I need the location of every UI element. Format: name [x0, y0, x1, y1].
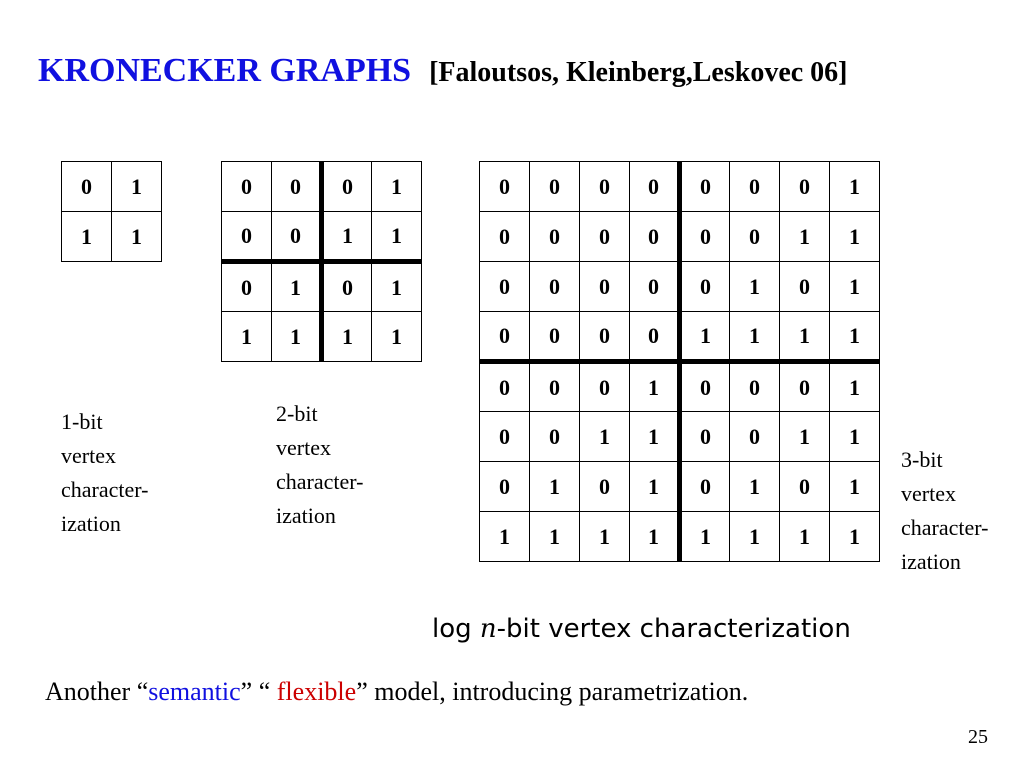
matrix-cell: 0: [730, 362, 780, 412]
title-main: KRONECKER GRAPHS: [38, 52, 412, 89]
matrix-cell: 0: [580, 212, 630, 262]
caption-1bit-line: character-: [61, 477, 149, 502]
matrix-cell: 1: [580, 412, 630, 462]
keyword-semantic: semantic: [148, 677, 241, 706]
footer-mid: ” “: [240, 677, 277, 706]
matrix-cell: 1: [580, 512, 630, 562]
matrix-cell: 1: [730, 262, 780, 312]
log-n-characterization: [432, 614, 851, 644]
matrix-cell: 1: [272, 312, 322, 362]
matrix-cell: 1: [630, 362, 680, 412]
matrix-row: [222, 312, 422, 362]
matrix-row: [480, 312, 880, 362]
matrix-cell: 0: [680, 362, 730, 412]
matrix-cell: 1: [372, 162, 422, 212]
matrix-cell: 0: [272, 162, 322, 212]
matrix-cell: 0: [222, 162, 272, 212]
caption-3bit-line: ization: [901, 549, 961, 574]
matrix-cell: 0: [272, 212, 322, 262]
matrix-row: [480, 512, 880, 562]
caption-2bit-line: vertex: [276, 435, 331, 460]
matrix-cell: 0: [480, 312, 530, 362]
matrix-cell: 0: [730, 212, 780, 262]
matrix-row: [480, 212, 880, 262]
matrix-cell: 0: [680, 462, 730, 512]
log-line-rest: -bit vertex characterization: [496, 614, 851, 644]
footer-post: ” model, introducing parametrization.: [356, 677, 749, 706]
matrix-cell: 0: [480, 462, 530, 512]
matrix-cell: 1: [830, 212, 880, 262]
matrix-cell: 1: [322, 312, 372, 362]
matrix-row: [480, 262, 880, 312]
matrix-cell: 0: [580, 312, 630, 362]
matrix-cell: 0: [780, 462, 830, 512]
matrix-cell: 0: [322, 262, 372, 312]
caption-1bit-line: vertex: [61, 443, 116, 468]
caption-1bit: [61, 405, 148, 541]
matrix-cell: 0: [730, 412, 780, 462]
matrix-cell: 0: [530, 362, 580, 412]
matrix-row: [480, 462, 880, 512]
matrix-cell: 1: [830, 412, 880, 462]
matrix-cell: 0: [680, 212, 730, 262]
matrix-row: [62, 212, 162, 262]
log-word: log: [432, 614, 472, 644]
caption-2bit-line: 2-bit: [276, 401, 318, 426]
matrix-row: [222, 162, 422, 212]
title-citation: [Faloutsos, Kleinberg,Leskovec 06]: [429, 57, 848, 88]
matrix-cell: 1: [112, 212, 162, 262]
matrix-cell: 1: [780, 412, 830, 462]
keyword-flexible: flexible: [276, 677, 357, 706]
matrix-cell: 1: [780, 212, 830, 262]
page-number: 25: [968, 726, 988, 748]
matrix-1bit: [61, 161, 162, 262]
caption-3bit-line: character-: [901, 515, 989, 540]
caption-2bit-line: ization: [276, 503, 336, 528]
matrix-cell: 1: [372, 312, 422, 362]
matrix-cell: 0: [630, 212, 680, 262]
matrix-row: [480, 412, 880, 462]
matrix-cell: 0: [322, 162, 372, 212]
matrix-cell: 1: [372, 212, 422, 262]
matrix-cell: 0: [222, 212, 272, 262]
matrix-row: [222, 212, 422, 262]
matrix-cell: 0: [530, 412, 580, 462]
caption-1bit-line: 1-bit: [61, 409, 103, 434]
matrix-cell: 0: [222, 262, 272, 312]
matrix-cell: 0: [480, 262, 530, 312]
matrix-cell: 0: [530, 162, 580, 212]
matrix-2bit: [221, 161, 422, 362]
matrix-cell: 0: [530, 312, 580, 362]
caption-3bit: [901, 443, 988, 579]
caption-3bit-line: 3-bit: [901, 447, 943, 472]
matrix-row: [480, 162, 880, 212]
matrix-cell: 0: [480, 162, 530, 212]
matrix-cell: 0: [680, 162, 730, 212]
matrix-cell: 0: [62, 162, 112, 212]
matrix-cell: 0: [530, 262, 580, 312]
matrix-cell: 0: [780, 262, 830, 312]
matrix-cell: 1: [630, 412, 680, 462]
matrix-row: [62, 162, 162, 212]
matrix-cell: 1: [372, 262, 422, 312]
matrix-cell: 1: [730, 312, 780, 362]
matrix-cell: 1: [630, 512, 680, 562]
matrix-cell: 0: [580, 462, 630, 512]
matrix-cell: 1: [62, 212, 112, 262]
matrix-cell: 1: [830, 362, 880, 412]
matrix-cell: 0: [480, 362, 530, 412]
matrix-cell: 0: [630, 162, 680, 212]
matrix-cell: 0: [580, 362, 630, 412]
matrix-cell: 0: [680, 412, 730, 462]
matrix-cell: 1: [322, 212, 372, 262]
matrix-cell: 0: [730, 162, 780, 212]
matrix-cell: 1: [780, 512, 830, 562]
footer-statement: [45, 677, 748, 707]
matrix-cell: 0: [580, 262, 630, 312]
matrix-cell: 0: [480, 212, 530, 262]
matrix-cell: 1: [272, 262, 322, 312]
matrix-cell: 1: [530, 462, 580, 512]
matrix-cell: 1: [680, 312, 730, 362]
footer-pre: Another “: [45, 677, 149, 706]
matrix-cell: 0: [680, 262, 730, 312]
matrix-cell: 0: [630, 312, 680, 362]
matrix-cell: 1: [630, 462, 680, 512]
matrix-cell: 1: [680, 512, 730, 562]
matrix-cell: 1: [730, 462, 780, 512]
matrix-cell: 0: [780, 362, 830, 412]
matrix-cell: 1: [830, 512, 880, 562]
matrix-row: [222, 262, 422, 312]
variable-n: n: [479, 614, 497, 644]
slide-title: [38, 52, 848, 90]
matrix-cell: 0: [780, 162, 830, 212]
caption-2bit-line: character-: [276, 469, 364, 494]
caption-2bit: [276, 397, 363, 533]
matrix-cell: 0: [530, 212, 580, 262]
matrix-cell: 1: [480, 512, 530, 562]
matrix-cell: 1: [830, 462, 880, 512]
matrix-cell: 1: [830, 262, 880, 312]
matrix-cell: 1: [730, 512, 780, 562]
matrix-cell: 1: [222, 312, 272, 362]
caption-3bit-line: vertex: [901, 481, 956, 506]
matrix-cell: 0: [580, 162, 630, 212]
matrix-cell: 1: [830, 162, 880, 212]
matrix-3bit: [479, 161, 880, 562]
matrix-cell: 1: [830, 312, 880, 362]
caption-1bit-line: ization: [61, 511, 121, 536]
matrix-cell: 0: [480, 412, 530, 462]
matrix-cell: 1: [112, 162, 162, 212]
matrix-cell: 1: [780, 312, 830, 362]
matrix-cell: 0: [630, 262, 680, 312]
matrix-row: [480, 362, 880, 412]
matrix-cell: 1: [530, 512, 580, 562]
